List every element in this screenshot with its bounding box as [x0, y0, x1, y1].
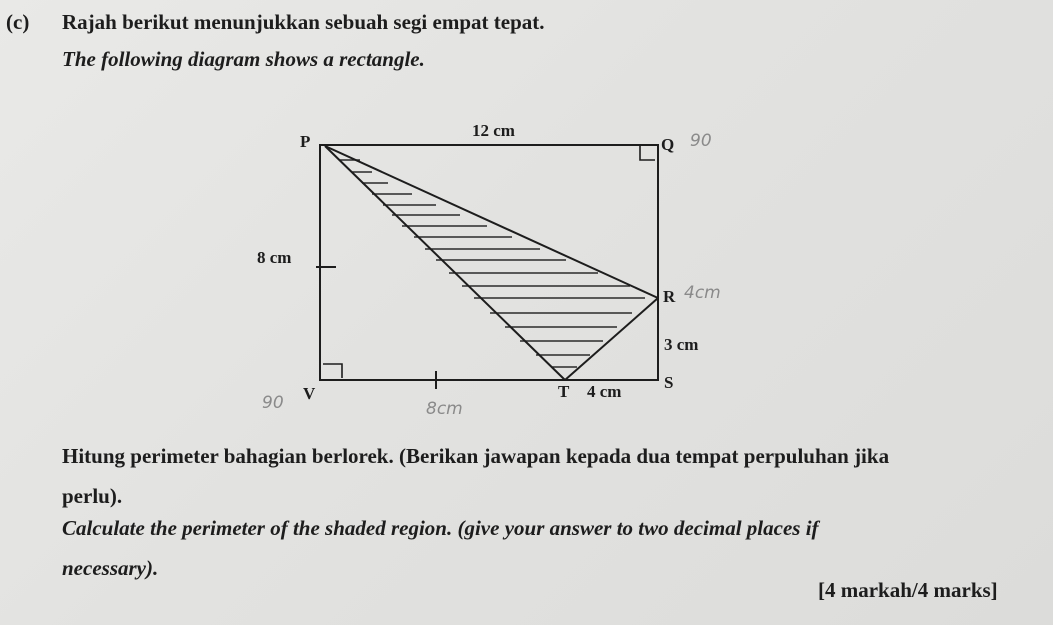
right-angle-mark-q	[640, 145, 655, 160]
rectangle-outline	[320, 145, 658, 380]
dimension-right-lower: 3 cm	[664, 335, 699, 354]
shaded-triangle-outline	[325, 146, 658, 380]
vertex-label-v: V	[303, 384, 316, 403]
shaded-hatching	[340, 160, 645, 367]
vertex-label-p: P	[300, 132, 311, 151]
vertex-label-s: S	[664, 373, 674, 392]
question-stem-malay: Rajah berikut menunjukkan sebuah segi empat tepat.	[62, 10, 545, 34]
dimension-left: 8 cm	[257, 248, 292, 267]
task-english-line-1: Calculate the perimeter of the shaded region. (give your answer to two decimal places if	[62, 516, 819, 540]
task-malay-line-2: perlu).	[62, 484, 123, 508]
handwritten-angle-q: 90	[690, 131, 712, 151]
right-angle-mark-v	[323, 364, 342, 378]
vertex-label-q: Q	[661, 135, 675, 154]
task-malay-line-1: Hitung perimeter bahagian berlorek. (Berikan jawapan kepada dua tempat perpuluhan jika	[62, 444, 890, 468]
handwritten-note-bottom: 8cm	[426, 399, 463, 419]
handwritten-note-r: 4cm	[684, 283, 721, 303]
dimension-top: 12 cm	[472, 121, 515, 140]
part-label: (c)	[6, 10, 30, 34]
task-english-line-2: necessary).	[62, 556, 159, 580]
marks-label: [4 markah/4 marks]	[818, 578, 998, 602]
vertex-label-r: R	[663, 287, 676, 306]
vertex-label-t: T	[558, 382, 570, 401]
question-stem-english: The following diagram shows a rectangle.	[62, 47, 425, 71]
dimension-bottom-right: 4 cm	[587, 382, 622, 401]
handwritten-angle-v: 90	[262, 393, 284, 413]
